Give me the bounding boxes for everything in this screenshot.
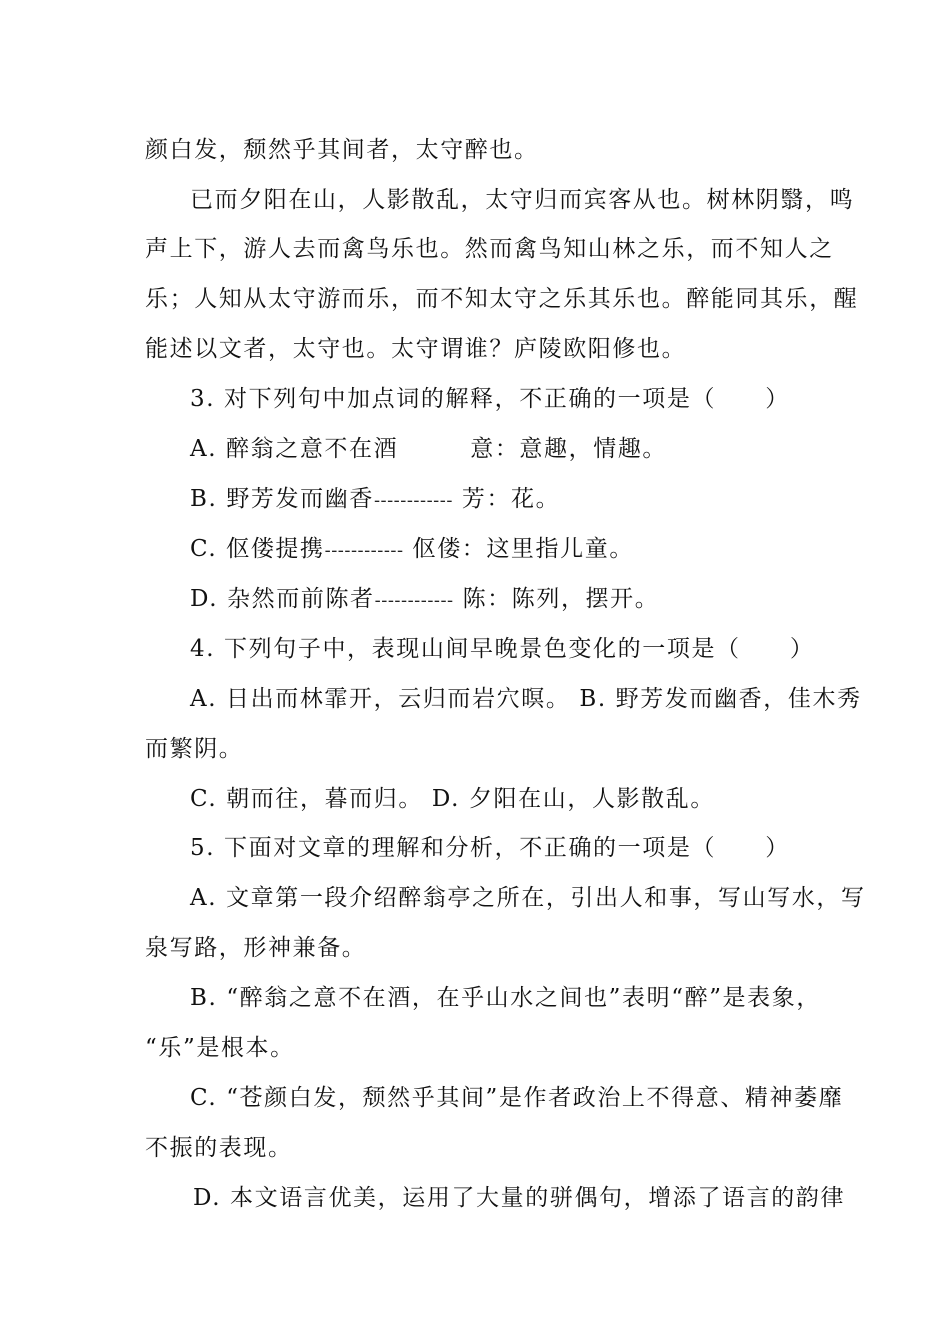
option-d-text: D. 杂然而前陈者 [190,586,375,612]
leader-dashes: ------------ [324,540,404,561]
question-5-stem: 5. 下面对文章的理解和分析，不正确的一项是（ ） [190,835,790,861]
question-5-option-b-line-1: B. “醉翁之意不在酒，在乎山水之间也”表明“醉”是表象， [190,985,821,1011]
option-c-explanation: 伛偻：这里指儿童。 [412,536,634,562]
passage-paragraph-2-line-4: 能述以文者，太守也。太守谓谁？庐陵欧阳修也。 [145,336,687,362]
option-a-text: A. 醉翁之意不在酒 [190,436,399,462]
option-a-explanation: 意：意趣，情趣。 [470,436,668,462]
question-5-option-a-line-1: A. 文章第一段介绍醉翁亭之所在，引出人和事，写山写水，写 [190,885,866,911]
option-d-explanation: 陈：陈列，摆开。 [462,586,660,612]
option-b-text: B. 野芳发而幽香 [190,486,374,512]
passage-paragraph-2-line-2: 声上下，游人去而禽鸟乐也。然而禽鸟知山林之乐，而不知人之 [145,236,834,262]
passage-paragraph-2-line-1: 已而夕阳在山，人影散乱，太守归而宾客从也。树林阴翳，鸣 [190,187,855,213]
question-4-options-ab-line-2: 而繁阴。 [145,736,244,762]
question-3-option-d [190,583,855,617]
question-3-stem: 3. 对下列句中加点词的解释，不正确的一项是（ ） [190,386,790,412]
question-5-option-b-line-2: “乐”是根本。 [145,1035,295,1061]
question-4-options-ab-line-1: A. 日出而林霏开，云归而岩穴暝。 B. 野芳发而幽香，佳木秀 [190,686,862,712]
question-3-option-b [190,483,855,517]
question-4-options-cd: C. 朝而往，暮而归。 D. 夕阳在山，人影散乱。 [190,786,715,812]
option-c-text: C. 伛偻提携 [190,536,325,562]
option-b-explanation: 芳：花。 [461,486,561,512]
question-5-option-c-line-1: C. “苍颜白发，颓然乎其间”是作者政治上不得意、精神萎靡 [190,1085,844,1111]
question-4-stem: 4. 下列句子中，表现山间早晚景色变化的一项是（ ） [190,636,815,662]
leader-dashes: ------------ [374,590,454,611]
question-3-option-a [190,433,855,465]
question-5-option-d-line-1: D. 本文语言优美，运用了大量的骈偶句，增添了语言的韵律 [193,1185,846,1211]
question-5-option-a-line-2: 泉写路，形神兼备。 [145,935,367,961]
question-3-option-c [190,533,855,567]
passage-paragraph-1-end: 颜白发，颓然乎其间者，太守醉也。 [145,137,539,163]
question-5-option-c-line-2: 不振的表现。 [145,1135,293,1161]
leader-dashes: ------------ [373,490,453,511]
passage-paragraph-2-line-3: 乐；人知从太守游而乐，而不知太守之乐其乐也。醉能同其乐，醒 [145,286,859,312]
